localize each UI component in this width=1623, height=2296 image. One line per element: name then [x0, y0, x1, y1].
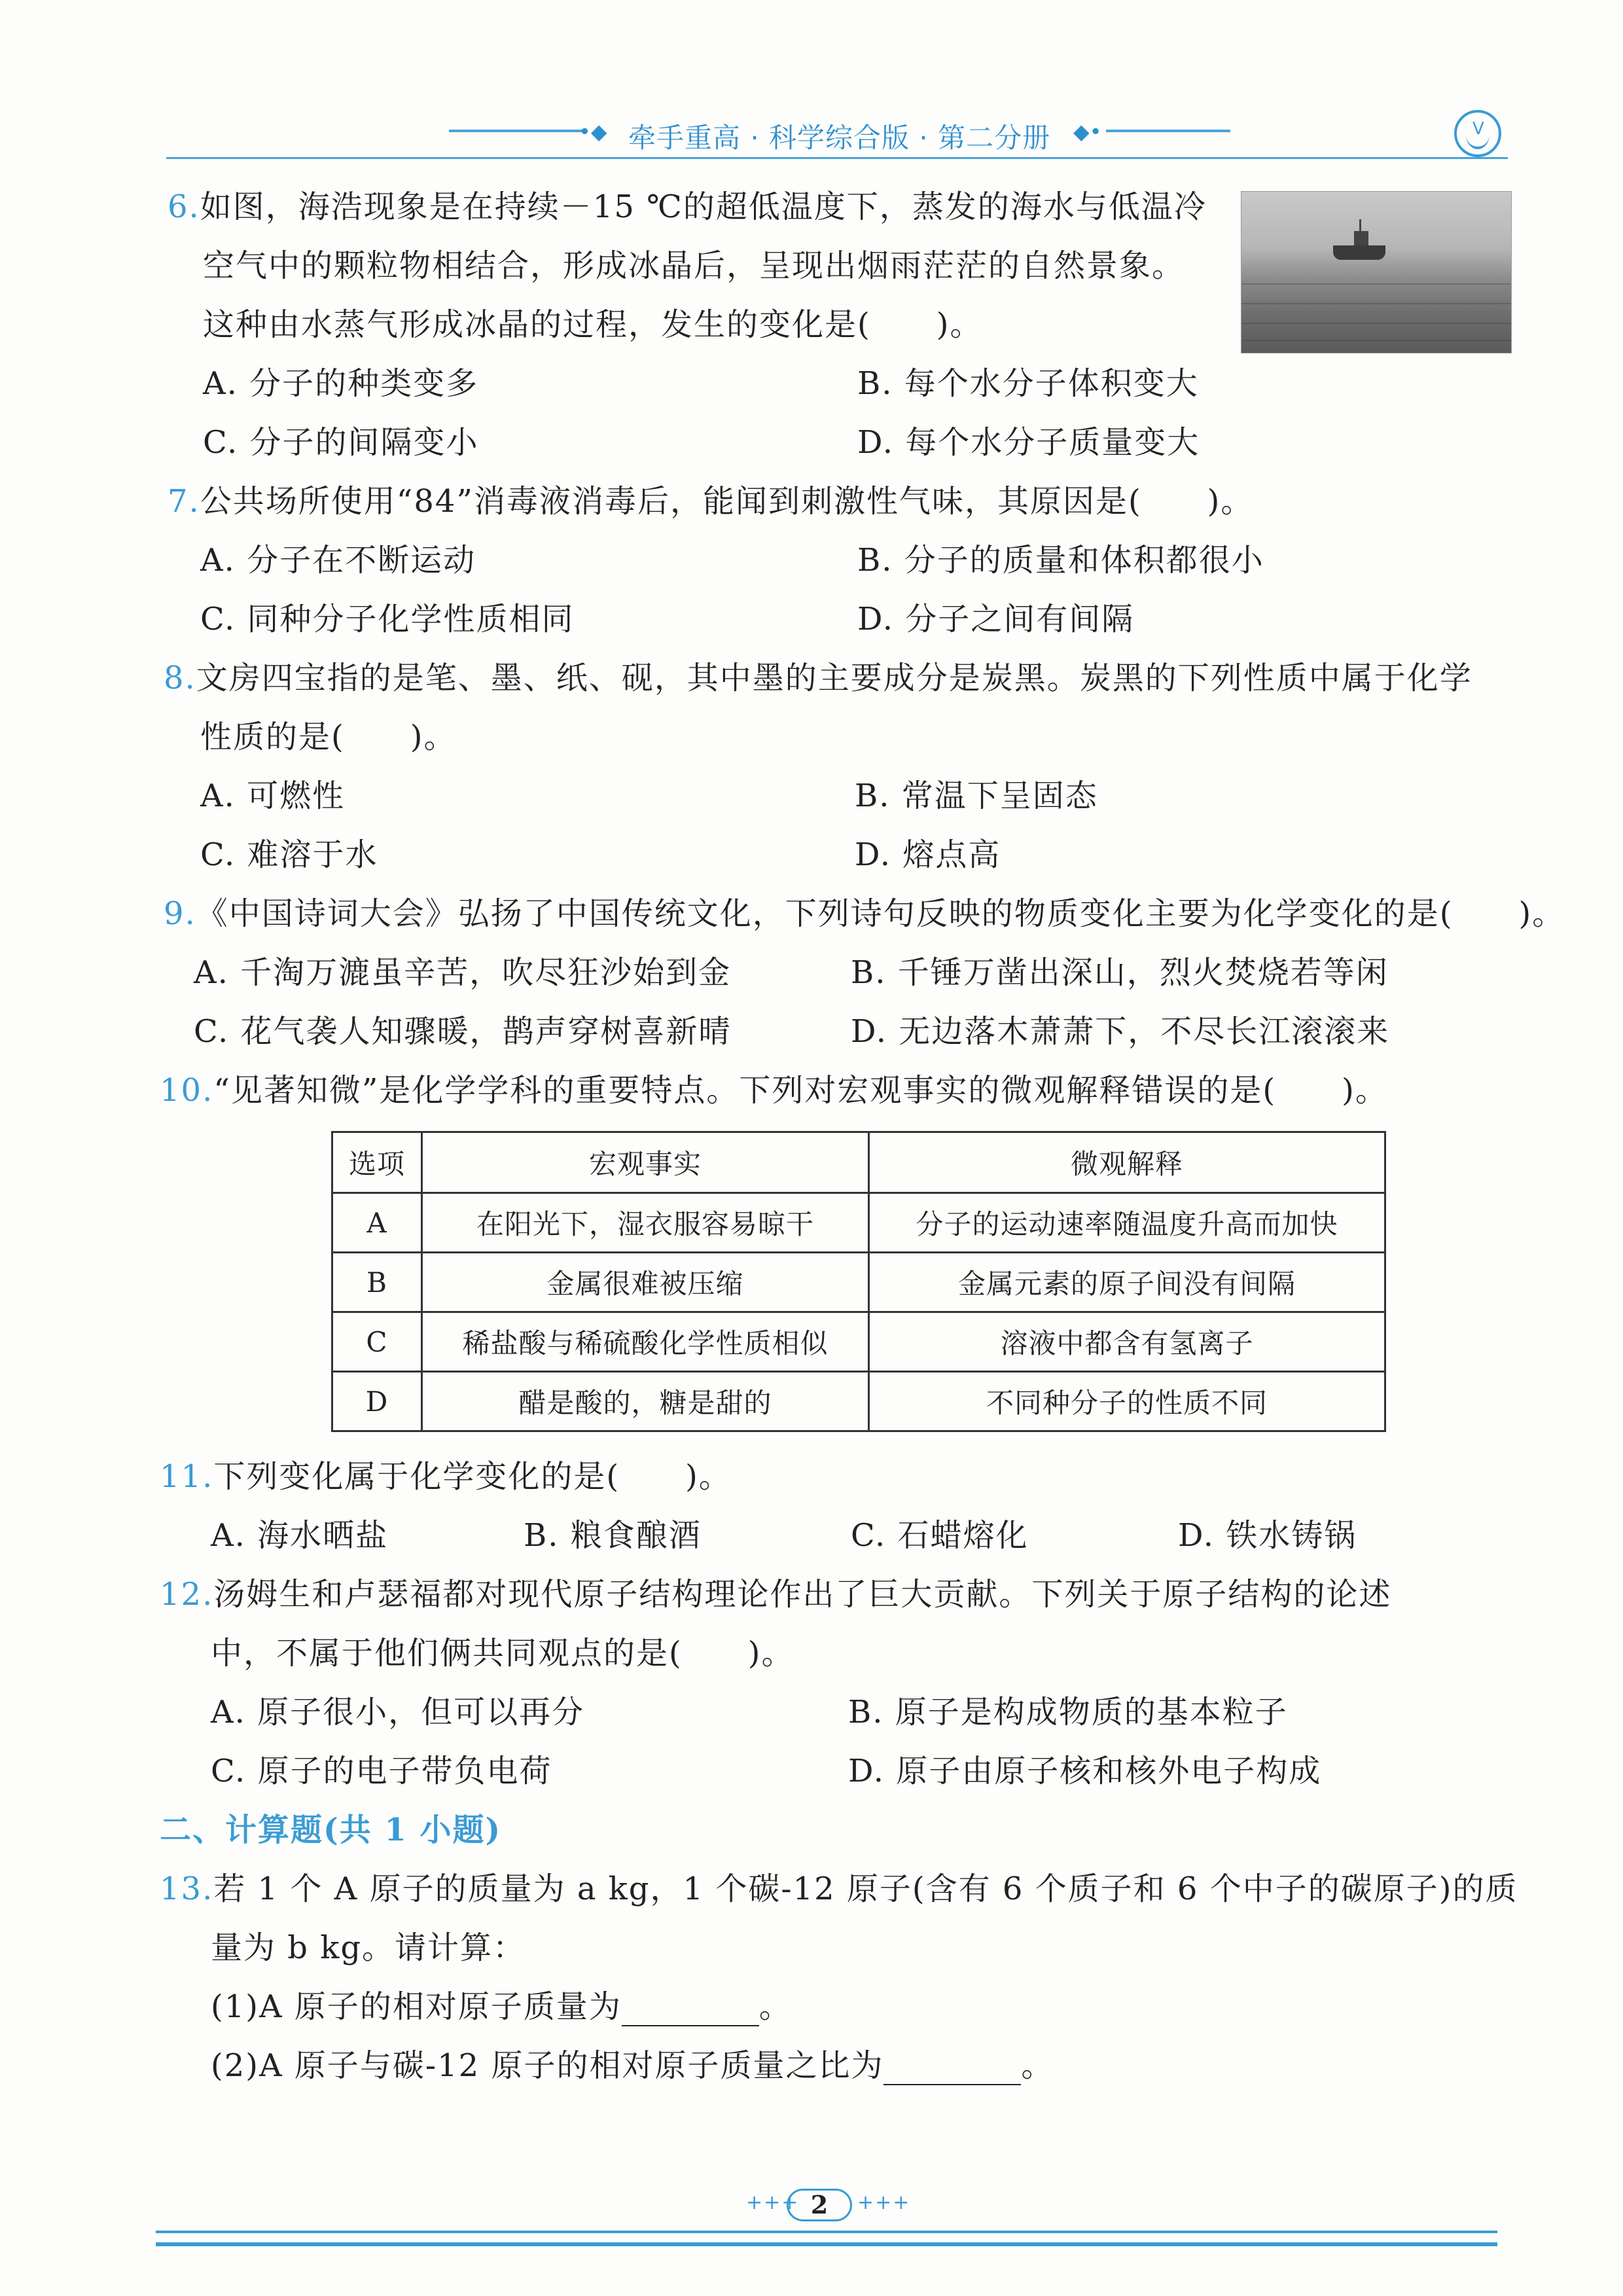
- q6-line2: 空气中的颗粒物相结合，形成冰晶后，呈现出烟雨茫茫的自然景象。: [203, 247, 1185, 284]
- table-cell: 分子的运动速率随温度升高而加快: [869, 1193, 1385, 1253]
- q9-text1: 《中国诗词大会》弘扬了中国传统文化，下列诗句反映的物质变化主要为化学变化的是( )。: [196, 895, 1565, 932]
- table-header-micro: 微观解释: [869, 1132, 1385, 1193]
- table-cell: 溶液中都含有氢离子: [869, 1312, 1385, 1372]
- q13-sub1-text: (1)A 原子的相对原子质量为: [211, 1988, 622, 2025]
- q12-line2: 中，不属于他们俩共同观点的是( )。: [211, 1635, 794, 1672]
- q10-text1: “见著知微”是化学学科的重要特点。下列对宏观事实的微观解释错误的是( )。: [213, 1072, 1388, 1109]
- q8-option-c: C. 难溶于水: [200, 836, 378, 873]
- footer-plus-right: +++: [857, 2191, 911, 2214]
- q11-number: 11.: [160, 1458, 214, 1495]
- q12-option-b: B. 原子是构成物质的基本粒子: [848, 1694, 1288, 1731]
- table-header-row: [332, 1132, 1385, 1193]
- footer-plus-left: +++: [746, 2191, 800, 2214]
- q9-option-d: D. 无边落木萧萧下，不尽长江滚滚来: [851, 1013, 1390, 1050]
- q11-option-d: D. 铁水铸锅: [1178, 1517, 1357, 1554]
- q12-option-d: D. 原子由原子核和核外电子构成: [848, 1753, 1322, 1789]
- q8-line1: [164, 658, 1472, 698]
- q9-number: 9.: [164, 895, 196, 932]
- answer-blank-2[interactable]: [883, 2055, 1021, 2085]
- table-cell: D: [332, 1372, 422, 1431]
- table-row: [332, 1253, 1385, 1312]
- q6-option-a: A. 分子的种类变多: [203, 365, 479, 402]
- q6-line1: [168, 187, 1207, 226]
- header-line-left: [449, 130, 586, 132]
- q8-option-b: B. 常温下呈固态: [855, 778, 1098, 814]
- q7-number: 7.: [168, 483, 200, 520]
- q11-line1: [160, 1457, 732, 1496]
- q12-option-c: C. 原子的电子带负电荷: [211, 1753, 552, 1789]
- q13-sub2-end: 。: [1021, 2047, 1054, 2084]
- table-cell: A: [332, 1193, 422, 1253]
- footer-line-bottom: [156, 2242, 1497, 2246]
- logo-icon: V: [1454, 110, 1501, 157]
- q13-sub1: [211, 1987, 792, 2026]
- q6-number: 6.: [168, 188, 200, 225]
- q9-option-a: A. 千淘万漉虽辛苦，吹尽狂沙始到金: [194, 954, 732, 991]
- q13-text1: 若 1 个 A 原子的质量为 a kg，1 个碳-12 原子(含有 6 个质子和 6 个中子的碳原子)的质: [213, 1871, 1518, 1907]
- q7-text1: 公共场所使用“84”消毒液消毒后，能闻到刺激性气味，其原因是( )。: [200, 483, 1254, 520]
- q13-sub1-end: 。: [758, 1988, 792, 2025]
- table-cell: 金属元素的原子间没有间隔: [869, 1253, 1385, 1312]
- table-cell: 不同种分子的性质不同: [869, 1372, 1385, 1431]
- q6-line3: 这种由水蒸气形成冰晶的过程，发生的变化是( )。: [203, 306, 983, 343]
- table-header-macro: 宏观事实: [422, 1132, 869, 1193]
- q9-option-b: B. 千锤万凿出深山，烈火焚烧若等闲: [851, 954, 1389, 991]
- q13-sub2-text: (2)A 原子与碳-12 原子的相对原子质量之比为: [211, 2047, 884, 2084]
- q8-option-a: A. 可燃性: [200, 778, 346, 814]
- q12-number: 12.: [160, 1576, 214, 1613]
- header-title: 牵手重高 · 科学综合版 · 第二分册: [628, 122, 1051, 154]
- header-line-right: [1106, 130, 1230, 132]
- q13-line2: 量为 b kg。请计算：: [211, 1929, 526, 1966]
- q12-option-a: A. 原子很小，但可以再分: [211, 1694, 585, 1731]
- table-row: [332, 1193, 1385, 1253]
- q7-option-c: C. 同种分子化学性质相同: [200, 601, 575, 637]
- q13-line1: [160, 1869, 1518, 1909]
- q10-table: [331, 1131, 1386, 1432]
- q9-line1: [164, 894, 1565, 933]
- table-cell: C: [332, 1312, 422, 1372]
- table-row: [332, 1312, 1385, 1372]
- q7-line1: [168, 482, 1253, 521]
- table-cell: 金属很难被压缩: [422, 1253, 869, 1312]
- q11-option-a: A. 海水晒盐: [211, 1517, 389, 1554]
- table-row: [332, 1372, 1385, 1431]
- q8-option-d: D. 熔点高: [855, 836, 1001, 873]
- q9-option-c: C. 花气袭人知骤暖，鹊声穿树喜新晴: [194, 1013, 732, 1050]
- q11-option-c: C. 石蜡熔化: [851, 1517, 1029, 1554]
- q8-line2: 性质的是( )。: [200, 719, 457, 755]
- q10-number: 10.: [160, 1072, 214, 1109]
- header-dots-left: •◆: [579, 119, 607, 144]
- q10-line1: [160, 1071, 1388, 1110]
- q6-option-b: B. 每个水分子体积变大: [857, 365, 1199, 402]
- q6-text1: 如图，海浩现象是在持续－15 ℃的超低温度下，蒸发的海水与低温冷: [200, 188, 1207, 225]
- table-cell: 稀盐酸与稀硫酸化学性质相似: [422, 1312, 869, 1372]
- q13-sub2: [211, 2046, 1054, 2085]
- sea-smoke-photo: [1241, 191, 1512, 353]
- q11-text1: 下列变化属于化学变化的是( )。: [213, 1458, 732, 1495]
- q7-option-b: B. 分子的质量和体积都很小: [857, 542, 1264, 579]
- q12-text1: 汤姆生和卢瑟福都对现代原子结构理论作出了巨大贡献。下列关于原子结构的论述: [213, 1576, 1392, 1613]
- q7-option-d: D. 分子之间有间隔: [857, 601, 1135, 637]
- page-number: 2: [787, 2189, 852, 2221]
- q12-line1: [160, 1575, 1391, 1614]
- table-header-option: 选项: [332, 1132, 422, 1193]
- footer-line-top: [156, 2231, 1497, 2233]
- table-cell: 醋是酸的，糖是甜的: [422, 1372, 869, 1431]
- answer-blank-1[interactable]: [622, 1996, 759, 2026]
- table-cell: B: [332, 1253, 422, 1312]
- q6-option-c: C. 分子的间隔变小: [203, 424, 479, 461]
- q8-number: 8.: [164, 660, 196, 696]
- q7-option-a: A. 分子在不断运动: [200, 542, 476, 579]
- q8-text1: 文房四宝指的是笔、墨、纸、砚，其中墨的主要成分是炭黑。炭黑的下列性质中属于化学: [196, 660, 1472, 696]
- table-cell: 在阳光下，湿衣服容易晾干: [422, 1193, 869, 1253]
- header-dots-right: ◆•: [1073, 119, 1102, 144]
- q13-number: 13.: [160, 1871, 214, 1907]
- q6-option-d: D. 每个水分子质量变大: [857, 424, 1200, 461]
- section2-title: 二、计算题(共 1 小题): [160, 1812, 502, 1848]
- header-rule: [166, 157, 1508, 159]
- q11-option-b: B. 粮食酿酒: [524, 1517, 702, 1554]
